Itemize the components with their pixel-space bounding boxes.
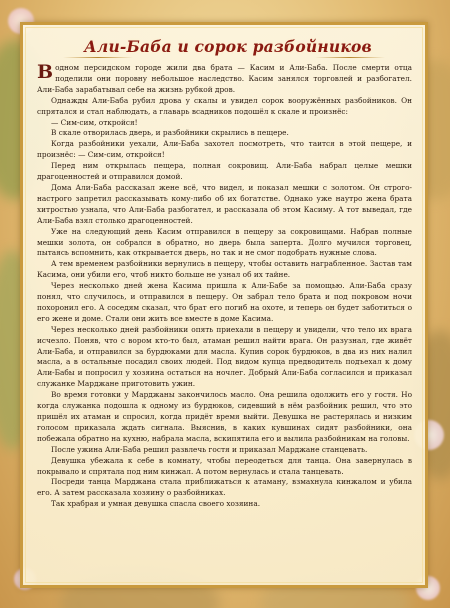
story-paragraph: Когда разбойники уехали, Али-Баба захотел посмотреть, что таится в этой пещере, и произнёс: — Сим-сим, откройся! [37, 139, 412, 160]
story-paragraph: Через несколько дней жена Касима пришла к Али-Бабе за помощью. Али-Баба сразу понял, что случилось, и отправился в пещеру. Он забрал тело брата и под покровом ночи похоронил его. А соседям сказал, что брат его погиб на охоте, и теперь он будет заботиться о его жене и доме. Стали они жить все вместе в доме Касима. [37, 281, 412, 323]
drop-cap: В [37, 61, 54, 83]
story-paragraph: — Сим-сим, откройся! [51, 117, 138, 127]
story-paragraph: Так храбрая и умная девушка спасла своего хозяина. [51, 499, 261, 509]
story-paragraph: Однажды Али-Баба рубил дрова у скалы и увидел сорок вооружённых разбойников. Он спрятался и стал наблюдать, а главарь всадников подошёл к скале и произнёс: [37, 95, 412, 116]
story-paragraph: Девушка убежала к себе в комнату, чтобы переодеться для танца. Она завернулась в покрывало и спрятала под ним кинжал. А потом вернулась и стала танцевать. [37, 455, 412, 476]
story-text [37, 63, 412, 510]
story-paragraph: Дома Али-Баба рассказал жене всё, что видел, и показал мешки с золотом. Он строго-настрого запретил рассказывать кому-либо об их богатстве. Однако уже наутро жена брата хитростью узнала, что Али-Баба разбогател, и рассказала об этом Касиму. А тот выведал, где Али-Баба взял столько драгоценностей. [37, 182, 412, 225]
story-paragraph [37, 63, 412, 96]
story-frame [20, 22, 428, 588]
story-paragraph: После ужина Али-Баба решил развлечь гостя и приказал Марджане станцевать. [51, 444, 368, 454]
paragraph-text: одном персидском городе жили два брата — Касим и Али-Баба. После смерти отца поделили они поровну небольшое наследство. Касим занялся торговлей и разбогател. Али-Баба зарабатывал себе на жизнь рубкой дров. [37, 63, 412, 94]
story-title: Али-Баба и сорок разбойников [84, 36, 372, 56]
story-paragraph: Во время готовки у Марджаны закончилось масло. Она решила одолжить его у гостя. Но когда служанка подошла к одному из бурдюков, сидевший в нём разбойник решил, что это пришёл их атаман и спросил, когда придёт время выйти. Девушка не растерялась и низким голосом приказала ждать сигнала. Выяснив, в каких кувшинах сидят разбойники, она побежала обратно на кухню, набрала масла, вскипятила его и вылила разбойникам на головы. [37, 390, 412, 443]
story-paragraph: Перед ним открылась пещера, полная сокровищ. Али-Баба набрал целые мешки драгоценностей и отправился домой. [37, 161, 412, 182]
story-paragraph: В скале отворилась дверь, и разбойники скрылись в пещере. [51, 128, 289, 138]
story-paragraph: Уже на следующий день Касим отправился в пещеру за сокровищами. Набрав полные мешки золота, он собрался в обратно, но дверь была заперта. Долго мучился торговец, пытаясь вспомнить, как открывается дверь, но так и не смог подобрать нужные слова. [37, 226, 412, 258]
story-paragraph: А тем временем разбойники вернулись в пещеру, чтобы оставить награбленное. Застав там Касима, они убили его, чтоб никто больше не узнал об их тайне. [37, 259, 412, 280]
story-paragraph: Посреди танца Марджана стала приближаться к атаману, взмахнула кинжалом и убила его. А затем рассказала хозяину о разбойниках. [37, 477, 412, 498]
title-bar [84, 31, 372, 61]
story-paragraph: Через несколько дней разбойники опять приехали в пещеру и увидели, что тело их врага исчезло. Поняв, что с вором кто-то был, атаман решил найти врага. Он разузнал, где живёт Али-Баба, и отправился за бурдюками для масла. Купив сорок бурдюков, в два из них налил масла, а в остальные посадил своих людей. Под видом купца предводитель подъехал к дому Али-Бабы и попросил у хозяина остаться на ночлег. Добрый Али-Баба согласился и приказал служанке Марджане приготовить ужин. [37, 324, 412, 389]
